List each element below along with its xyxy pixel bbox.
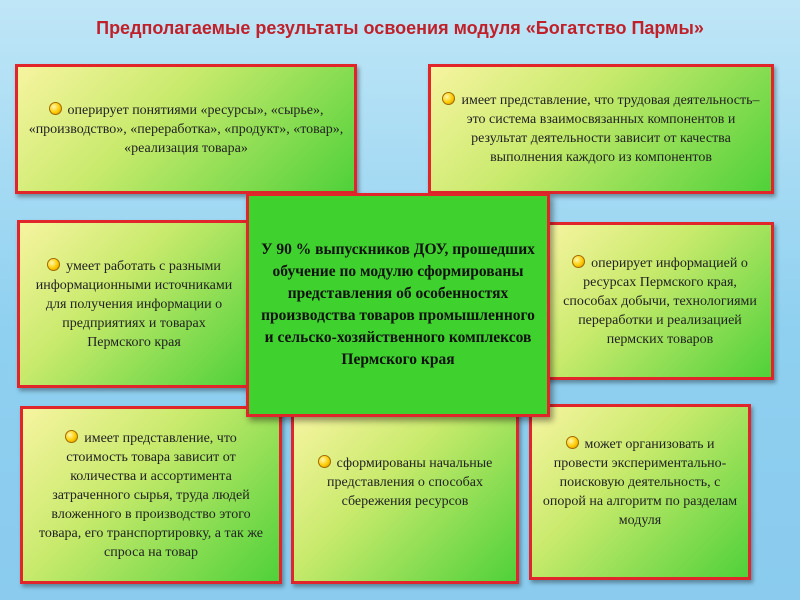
result-box-experimental-activity	[529, 404, 751, 580]
central-summary-text: У 90 % выпускников ДОУ, прошедших обучение по модулю сформированы представления об особенностях производства товаров промышленного и сельско-хозяйственного комплексов Пермского края	[261, 241, 535, 368]
bullet-icon	[65, 430, 78, 443]
bullet-icon	[442, 92, 455, 105]
result-box-perm-resources	[544, 222, 774, 380]
bullet-icon	[49, 102, 62, 115]
result-box-product-cost	[20, 406, 282, 584]
central-summary-box	[246, 193, 550, 417]
bullet-icon	[572, 255, 585, 268]
bullet-icon	[318, 455, 331, 468]
result-text: умеет работать с разными информационными источниками для получения информации о предприятиях и товарах Пермского края	[35, 258, 233, 350]
result-text: имеет представление, что трудовая деятельность–это система взаимосвязанных компонентов и результат деятельности зависит от качества выполнения каждого из компонентов	[461, 93, 760, 165]
result-text: сформированы начальные представления о способах сбережения ресурсов	[326, 455, 493, 509]
result-box-concepts	[15, 64, 357, 194]
bullet-icon	[47, 258, 60, 271]
result-box-labor-system	[428, 64, 774, 194]
result-box-resource-saving	[291, 412, 519, 584]
result-text: оперирует информацией о ресурсах Пермского края, способах добычи, технологиями переработки и реализацией пермских товаров	[563, 255, 757, 347]
result-text: может организовать и провести экспериментально-поисковую деятельность, с опорой на алгоритм по разделам модуля	[542, 436, 738, 528]
result-box-information-sources	[17, 220, 251, 388]
result-text: оперирует понятиями «ресурсы», «сырье», «производство», «переработка», «продукт», «товар», «реализация товара»	[28, 102, 344, 156]
slide-title: Предполагаемые результаты освоения модуля «Богатство Пармы»	[96, 18, 704, 38]
bullet-icon	[566, 436, 579, 449]
result-text: имеет представление, что стоимость товара зависит от количества и ассортимента затраченного сырья, труда людей вложенного в производство этого товара, его транспортировку, а так же спроса на товар	[38, 430, 264, 560]
